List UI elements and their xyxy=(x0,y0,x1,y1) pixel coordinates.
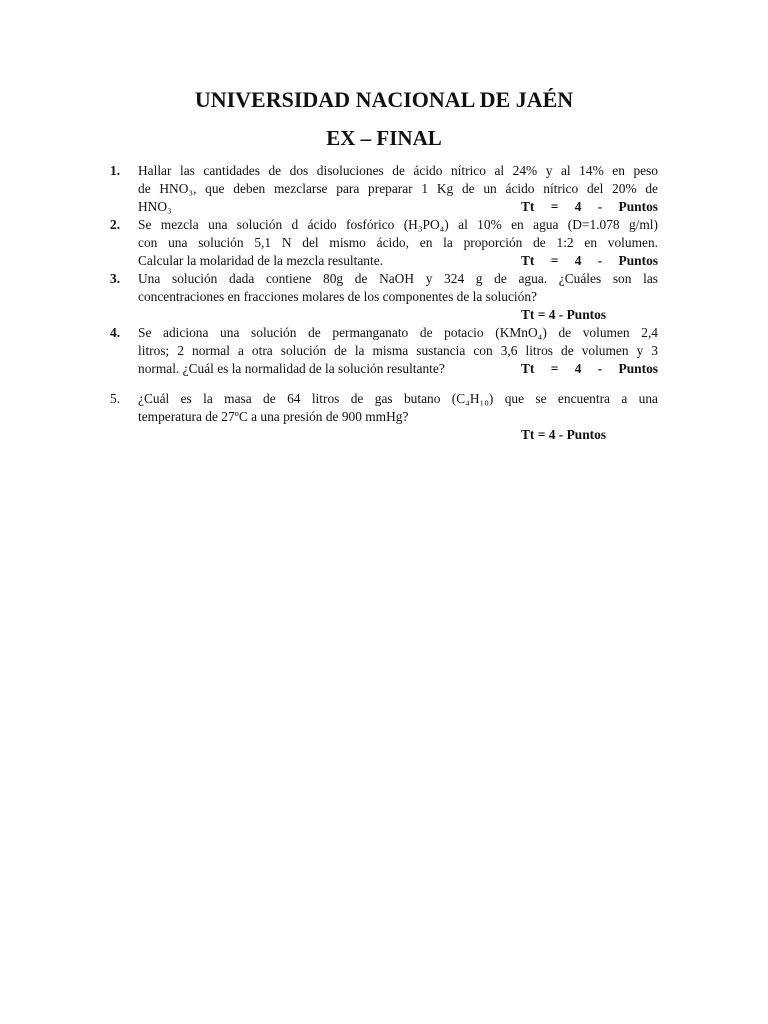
question-line: Se adiciona una solución de permanganato de potacio (KMnO₄) de volumen 2,4 xyxy=(138,325,658,340)
question-1 xyxy=(110,162,658,216)
points-label: Tt = 4 - Puntos xyxy=(521,253,658,268)
question-line-with-points xyxy=(138,252,658,270)
question-line: litros; 2 normal a otra solución de la misma sustancia con 3,6 litros de volumen y 3 xyxy=(138,343,658,358)
question-line: de HNO₃, que deben mezclarse para preparar 1 Kg de un ácido nítrico del 20% de xyxy=(138,181,658,196)
points-label: Tt = 4 - Puntos xyxy=(521,361,658,376)
question-line-with-points xyxy=(138,360,658,378)
points-line xyxy=(138,306,658,324)
question-line: con una solución 5,1 N del mismo ácido, en la proporción de 1:2 en volumen. xyxy=(138,235,658,250)
question-5 xyxy=(110,390,658,444)
points-label: Tt = 4 - Puntos xyxy=(521,427,607,442)
question-line: Hallar las cantidades de dos disoluciones de ácido nítrico al 24% y al 14% en peso xyxy=(138,163,658,178)
question-number: 1. xyxy=(110,163,121,178)
points-line xyxy=(138,426,658,444)
question-number: 3. xyxy=(110,271,121,286)
question-2 xyxy=(110,216,658,270)
question-line: temperatura de 27ºC a una presión de 900 mmHg? xyxy=(138,409,409,424)
question-number: 2. xyxy=(110,217,121,232)
question-line-with-points xyxy=(138,198,658,216)
exam-title: EX – FINAL xyxy=(326,126,442,150)
question-number: 5. xyxy=(110,391,121,406)
question-line: normal. ¿Cuál es la normalidad de la solución resultante? xyxy=(138,361,445,376)
question-line: Calcular la molaridad de la mezcla resultante. xyxy=(138,253,384,268)
points-label: Tt = 4 - Puntos xyxy=(521,307,607,322)
question-3 xyxy=(110,270,658,324)
university-title: UNIVERSIDAD NACIONAL DE JAÉN xyxy=(194,87,574,112)
question-line: Una solución dada contiene 80g de NaOH y 324 g de agua. ¿Cuáles son las xyxy=(138,271,658,286)
question-4 xyxy=(110,324,658,378)
points-label: Tt = 4 - Puntos xyxy=(521,199,658,214)
question-number: 4. xyxy=(110,325,121,340)
question-line: Se mezcla una solución d ácido fosfórico (H₃PO₄) al 10% en agua (D=1.078 g/ml) xyxy=(138,217,658,232)
question-line: HNO₃ xyxy=(138,199,172,214)
question-line: concentraciones en fracciones molares de los componentes de la solución? xyxy=(138,289,537,304)
question-line: ¿Cuál es la masa de 64 litros de gas butano (C₄H₁₀) que se encuentra a una xyxy=(138,391,658,406)
